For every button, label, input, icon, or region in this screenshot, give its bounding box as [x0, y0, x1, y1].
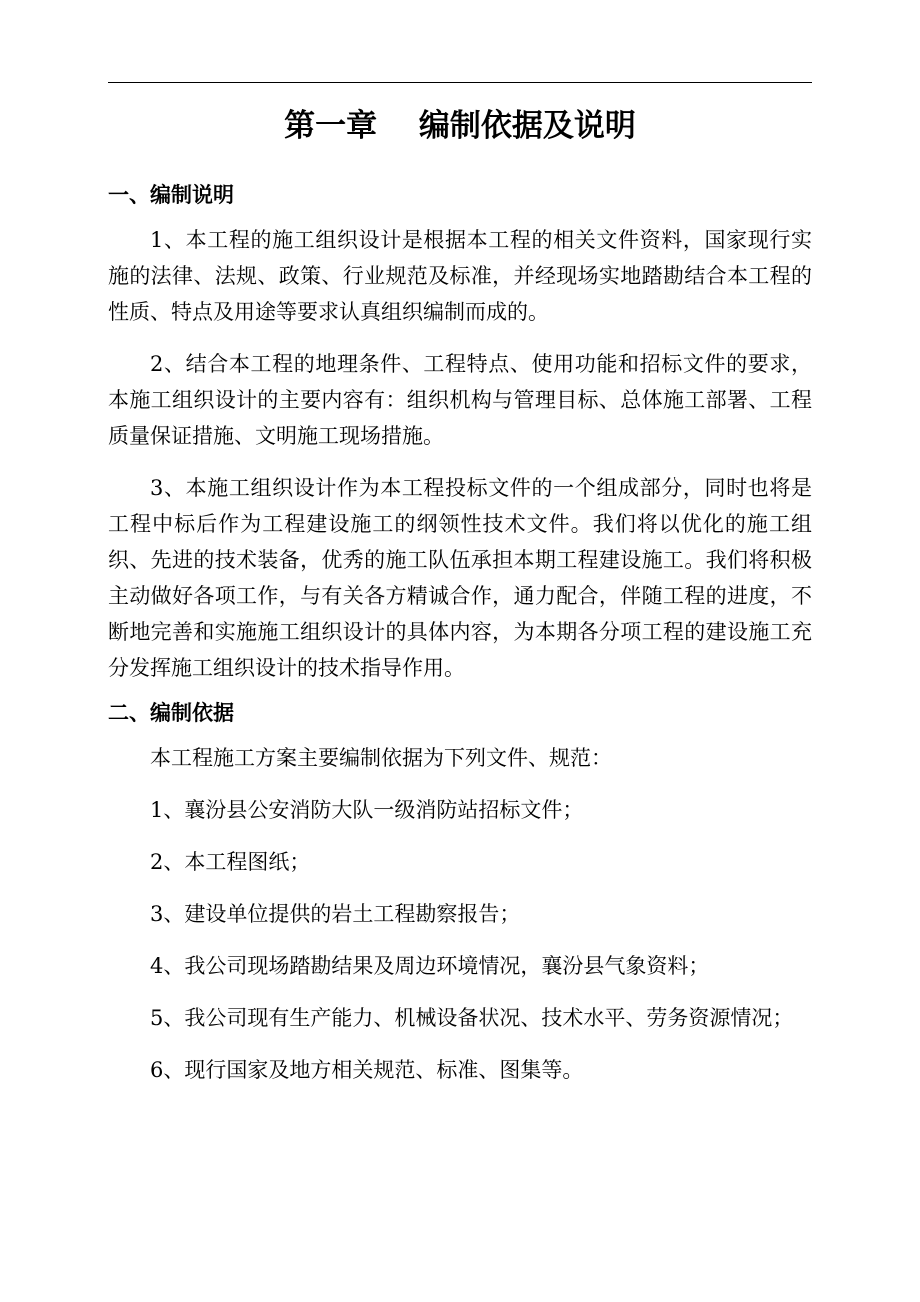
basis-item-3: 3、建设单位提供的岩土工程勘察报告；: [150, 902, 521, 926]
chapter-title: 第一章 编制依据及说明: [284, 108, 636, 144]
basis-item-4: 4、我公司现场踏勘结果及周边环境情况，襄汾县气象资料；: [150, 954, 710, 978]
basis-item-6: 6、现行国家及地方相关规范、标准、图集等。: [150, 1058, 584, 1082]
header-rule: [108, 82, 812, 83]
document-page: [108, 98, 812, 1096]
basis-item-2: 2、本工程图纸；: [150, 850, 311, 874]
explanation-paragraph-3: 3、本施工组织设计作为本工程投标文件的一个组成部分，同时也将是工程中标后作为工程建设施工的纲领性技术文件。我们将以优化的施工组织、先进的技术装备，优秀的施工队伍承担本期工程建设施工。我们将积极主动做好各项工作，与有关各方精诚合作，通力配合，伴随工程的进度，不断地完善和实施施工组织设计的具体内容，为本期各分项工程的建设施工充分发挥施工组织设计的技术指导作用。: [108, 476, 812, 680]
explanation-paragraph-1: 1、本工程的施工组织设计是根据本工程的相关文件资料，国家现行实施的法律、法规、政策、行业规范及标准，并经现场实地踏勘结合本工程的性质、特点及用途等要求认真组织编制而成的。: [108, 228, 812, 324]
basis-item-5: 5、我公司现有生产能力、机械设备状况、技术水平、劳务资源情况；: [150, 1006, 794, 1030]
section-heading-explanation: 一、编制说明: [108, 182, 234, 207]
basis-item-1: 1、襄汾县公安消防大队一级消防站招标文件；: [150, 798, 584, 822]
explanation-paragraph-2: 2、结合本工程的地理条件、工程特点、使用功能和招标文件的要求，本施工组织设计的主要内容有：组织机构与管理目标、总体施工部署、工程质量保证措施、文明施工现场措施。: [108, 352, 812, 448]
basis-intro: 本工程施工方案主要编制依据为下列文件、规范：: [150, 746, 612, 770]
section-heading-basis: 二、编制依据: [108, 700, 234, 725]
